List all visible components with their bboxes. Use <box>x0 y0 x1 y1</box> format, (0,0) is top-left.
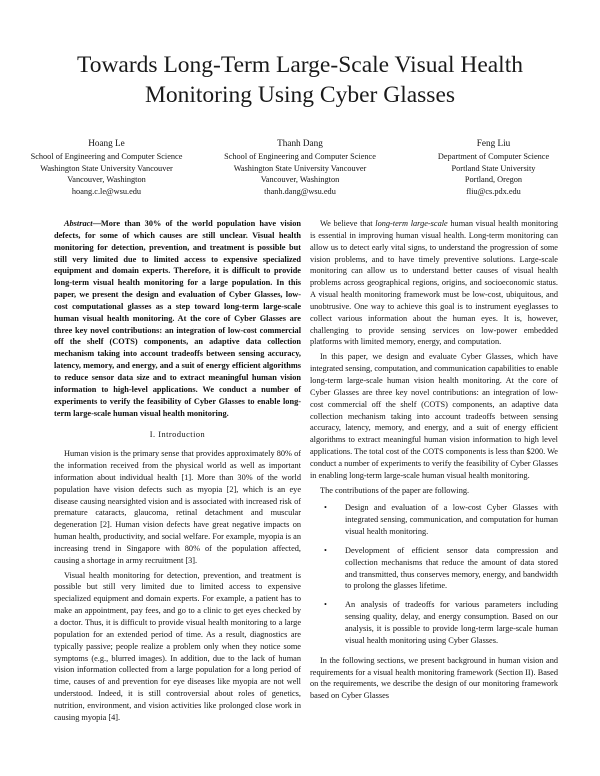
author-1 <box>10 138 203 198</box>
intro-paragraph-1: Human vision is the primary sense that provides approximately 80% of the information received from the physical world as well as important information about individual health [1]. More than 30% of the world population have vision defects such as myopia [2], which is an eye disease causing nearsighted vision and is associated with increased risk of premature cataracts, glaucoma, retinal detachment and muscular degeneration [2]. Human vision defects have great negative impacts on human health, productivity, and social welfare. For example, myopia is an increasing trend in Singapore with 80% of the population affected, causing a shortage in army recruitment [3]. <box>54 449 301 565</box>
list-item-text: An analysis of tradeoffs for various parameters including sensing quality, delay, and energy consumption. Based on our analysis, it is possible to provide long-term large-scale human visual health monitoring using Cyber Glasses. <box>345 600 558 645</box>
right-paragraph-4: In the following sections, we present background in human vision and requirements for a visual health monitoring framework (Section II). Based on the requirements, we describe the design of our monitoring framework based on Cyber Glasses <box>310 655 558 701</box>
bullet-icon: • <box>324 600 327 610</box>
author-institution: Washington State University Vancouver <box>40 163 173 173</box>
title-line-2: Monitoring Using Cyber Glasses <box>144 82 456 108</box>
list-item <box>310 599 558 646</box>
author-block <box>10 138 590 198</box>
author-3 <box>397 138 590 198</box>
author-name: Hoang Le <box>88 138 125 148</box>
section-heading-introduction: I. Introduction <box>149 430 206 440</box>
author-location: Portland, Oregon <box>464 175 523 185</box>
left-column <box>54 218 301 727</box>
author-affiliation: School of Engineering and Computer Science <box>30 151 183 161</box>
abstract <box>54 218 301 419</box>
p1-text-end: human visual health monitoring is essential in improving human visual health. Long-term monitoring can allow us to detect early vital signs, to understand the progression of some vision problems, and to have timely preventive solutions. Large-scale monitoring can allow us to understand better causes of visual health problems across geographical regions, origins, and socioeconomic status. A visual health monitoring framework must be low-cost, ubiquitous, and unobtrusive. One way to achieve this goal is to instrument eyeglasses to collect various information about the human eyes. It is, however, challenging to provide sensing services on low-power embedded platforms with limited memory, energy, and computation. <box>310 219 558 347</box>
author-location: Vancouver, Washington <box>260 175 340 185</box>
abstract-text: —More than 30% of the world population have vision defects, for some of which causes are still unclear. Visual health monitoring for detection, prevention, and treatment is possible but still very limited due to limited access to expensive specialized equipment and domain experts. Therefore, it is difficult to provide long-term visual health monitoring for a large population. In this paper, we present the design and evaluation of Cyber Glasses, low-cost computational glasses as a step toward long-term large-scale human visual health monitoring. At the core of Cyber Glasses are three key novel contributions: an integration of low-cost commercial off the shelf (COTS) components, an adaptive data collection mechanism taking into account tradeoffs between sensing accuracy, latency, memory, and energy, and a suit of energy efficient algorithms to reduce sensor data size and to extract meaningful human vision information to high-level applications. We conduct a number of experiments to verify the feasibility of Cyber Glasses to enable long-term large-scale human visual health monitoring. <box>54 219 301 418</box>
author-name: Feng Liu <box>476 138 511 148</box>
author-2 <box>204 138 397 198</box>
title-line-1: Towards Long-Term Large-Scale Visual Health <box>76 52 523 78</box>
author-email: thanh.dang@wsu.edu <box>264 187 336 197</box>
author-email: fliu@cs.pdx.edu <box>466 187 521 197</box>
list-item-text: Development of efficient sensor data compression and collection mechanisms that reduce the amount of data stored and transmitted, thus conserves memory, energy, and bandwidth to prolong the glasses lifetime. <box>345 545 558 591</box>
bullet-icon: • <box>324 503 327 513</box>
abstract-label: Abstract <box>64 219 93 228</box>
author-name: Thanh Dang <box>277 138 323 148</box>
author-institution: Washington State University Vancouver <box>233 163 367 173</box>
list-item <box>310 545 558 592</box>
paper-title <box>40 50 560 110</box>
p1-emphasis: long-term large-scale <box>375 219 448 228</box>
author-affiliation: School of Engineering and Computer Science <box>224 151 376 161</box>
bullet-icon: • <box>324 545 327 555</box>
author-location: Vancouver, Washington <box>67 175 146 185</box>
list-item <box>310 502 558 538</box>
right-paragraph-3: The contributions of the paper are following. <box>320 485 470 495</box>
author-institution: Portland State University <box>451 163 536 173</box>
list-item-text: Design and evaluation of a low-cost Cyber Glasses with integrated sensing, communication, and computation for human visual health monitoring. <box>345 503 558 537</box>
right-paragraph-2: In this paper, we design and evaluate Cyber Glasses, which have integrated sensing, computation, and communication capabilities to enable long-term large-scale human vision health monitoring. At the core of Cyber Glasses are three key novel contributions: an integration of low-cost commercial off the shelf (COTS) components, an adaptive data collection mechanism taking into account tradeoffs between sensing accuracy, latency, memory, and energy, and a suit of energy efficient algorithms to extract meaningful human vision information to high level applications. The total cost of the COTS components is less than $200. We conduct a number of experiments to verify the feasibility of Cyber Glasses in enabling long-term large-scale human visual health monitoring. <box>310 352 558 480</box>
contributions-list <box>310 502 558 646</box>
intro-paragraph-2: Visual health monitoring for detection, prevention, and treatment is possible but still very limited due to limited access to expensive specialized equipment and domain experts. For example, a patient has to make an appointment, pay fees, and go to a clinic to get eyes checked by a doctor. Thus, it is difficult to provide visual health monitoring to a large population for an extended period of time. As a result, diagnostics are typically passive; people realize a problem only when they notice some symptoms (e.g., blurred images). In addition, due to the lack of human vision information collected from a large population for a long period of time, causes of and prevention for eye diseases like myopia are not well understood. Indeed, it is still controversial about roles of genetics, nutrition, environment, and vision activities like prolonged close work in causing myopia [4]. <box>54 570 301 722</box>
author-affiliation: Department of Computer Science <box>437 151 550 161</box>
author-email: hoang.c.le@wsu.edu <box>71 187 142 197</box>
right-paragraph-1 <box>310 218 558 348</box>
right-column <box>310 218 558 705</box>
p1-text-start: We believe that <box>320 219 376 228</box>
